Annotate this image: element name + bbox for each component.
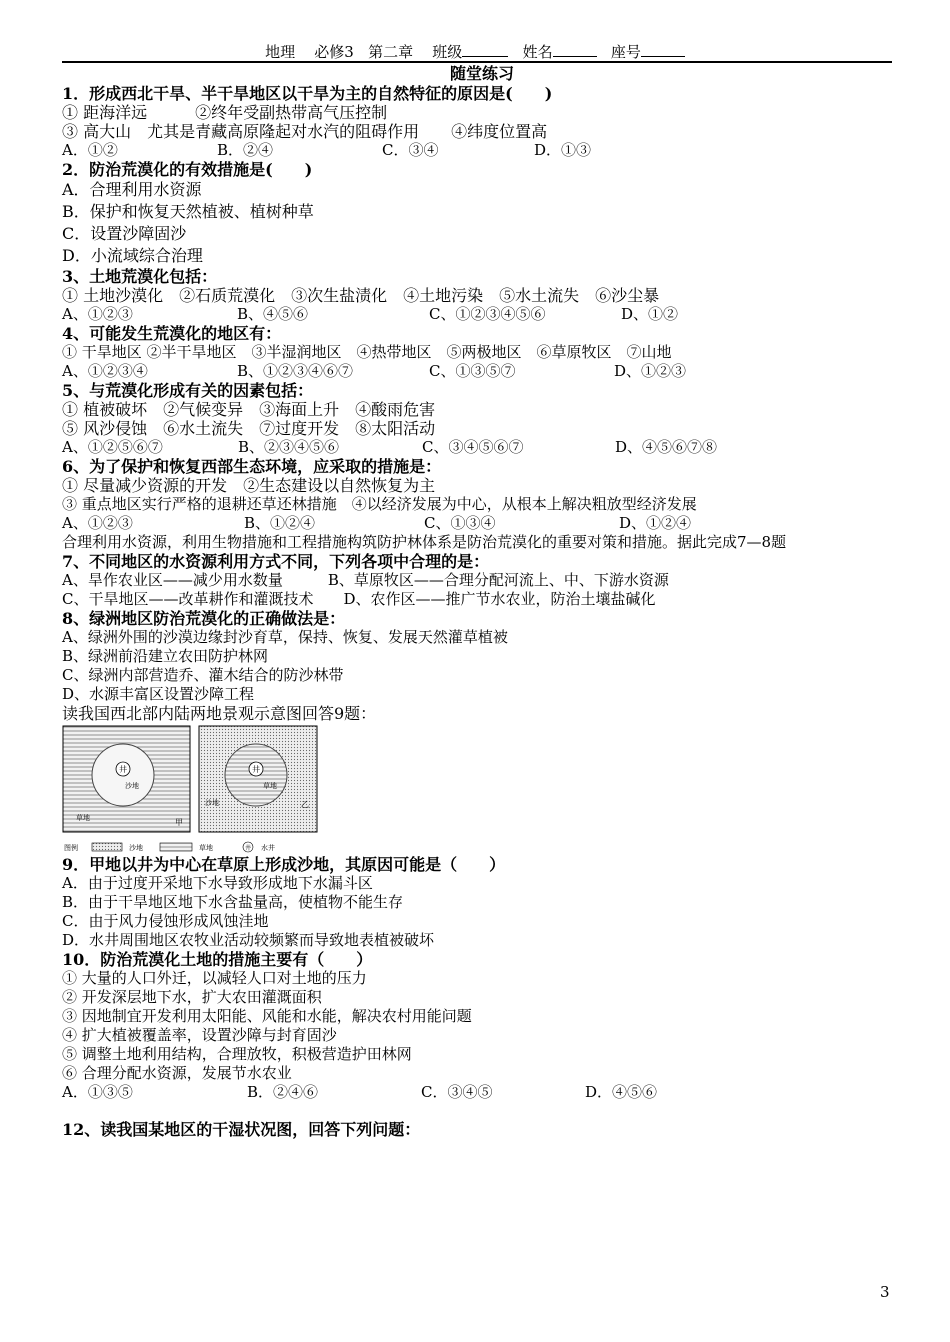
option-c: C．由于风力侵蚀形成风蚀洼地 [62,912,269,930]
option-d: D、④⑤⑥⑦⑧ [615,438,718,456]
option-c: C、③④⑤⑥⑦ [422,438,524,456]
question-1-line: ③ 高大山 尤其是青藏高原隆起对水汽的阻碍作用 ④纬度位置高 [62,122,548,141]
intro-7-8: 合理利用水资源，利用生物措施和工程措施构筑防护林体系是防治荒漠化的重要对策和措施。据此完成7—8题 [62,533,787,551]
question-7-stem: 7、不同地区的水资源利用方式不同，下列各项中合理的是： [62,552,490,571]
question-5-line: ① 植被破坏 ②气候变异 ③海面上升 ④酸雨危害 [62,400,436,419]
legend-well: 水井 [261,844,275,852]
question-10-stem: 10．防治荒漠化土地的措施主要有（ ） [62,950,373,969]
question-7-line: A、旱作农业区——减少用水数量 B、草原牧区——合理分配河流上、中、下游水资源 [62,571,669,589]
option-b: B、①②④ [244,514,316,532]
option-a: A、①②⑤⑥⑦ [62,438,163,456]
page-header [0,42,950,61]
option-d: D．水井周围地区农牧业活动较频繁而导致地表植被破坏 [62,931,435,949]
seat-label: 座号 [610,43,641,61]
option-b: B．由于干旱地区地下水含盐量高，使植物不能生存 [62,893,404,911]
option-d: D．小流域综合治理 [62,246,203,265]
grass-label: 草地 [263,782,277,790]
sand-label: 沙地 [205,799,219,807]
option-b: B、②③④⑤⑥ [238,438,340,456]
well-label: 井 [119,765,127,774]
question-4-stem: 4、可能发生荒漠化的地区有： [62,324,282,343]
option-a: A．①② [62,141,118,159]
question-5-stem: 5、与荒漠化形成有关的因素包括： [62,381,314,400]
option-d: D、①②④ [619,514,692,532]
question-9-stem: 9．甲地以井为中心在草原上形成沙地，其原因可能是（ ） [62,855,506,874]
option-a: A、①②③ [62,305,133,323]
question-6-line: ③ 重点地区实行严格的退耕还草还林措施 ④以经济发展为中心，从根本上解决粗放型经济发展 [62,495,697,513]
sand-label: 沙地 [125,782,139,790]
option-c: C、绿洲内部营造乔、灌木结合的防沙林带 [62,666,344,684]
page-number: 3 [880,1283,890,1301]
option-d: D、①②③ [614,362,687,380]
question-12-stem: 12、读我国某地区的干湿状况图，回答下列问题： [62,1120,421,1139]
option-b: B、④⑤⑥ [237,305,309,323]
class-blank[interactable] [462,42,508,57]
class-label: 班级 [432,43,463,61]
option-c: C、①③⑤⑦ [429,362,516,380]
landscape-diagram [62,725,332,855]
option-d: D、水源丰富区设置沙障工程 [62,685,255,703]
name-label: 姓名 [522,43,553,61]
grass-label: 草地 [76,814,90,822]
option-c: C．设置沙障固沙 [62,224,187,243]
legend-grass: 草地 [199,844,213,852]
legend-sand: 沙地 [129,844,143,852]
page-title: 随堂练习 [449,64,514,83]
option-a: A．①③⑤ [62,1083,133,1101]
question-3-stem: 3、土地荒漠化包括： [62,267,218,286]
question-1-line: ① 距海洋远 ②终年受副热带高气压控制 [62,103,388,122]
option-b: B、①②③④⑥⑦ [237,362,354,380]
chapter: 第二章 [368,43,414,61]
option-b: B、绿洲前沿建立农田防护林网 [62,647,269,665]
question-8-stem: 8、绿洲地区防治荒漠化的正确做法是： [62,609,346,628]
name-blank[interactable] [553,42,597,57]
question-5-options [62,438,902,457]
option-a: A、①②③④ [62,362,148,380]
question-2-stem: 2．防治荒漠化的有效措施是( ) [62,160,313,179]
panel-yi [199,726,317,832]
subject: 地理 [265,43,296,61]
well-label: 井 [252,765,260,774]
option-b: B．②④ [217,141,274,159]
option-b: B．②④⑥ [247,1083,319,1101]
panel-jia [63,726,190,832]
legend-well-glyph: 井 [244,845,252,852]
landscape-figure [62,725,902,855]
question-5-line: ⑤ 风沙侵蚀 ⑥水土流失 ⑦过度开发 ⑧太阳活动 [62,419,436,438]
question-10-item: ④ 扩大植被覆盖率，设置沙障与封育固沙 [62,1026,337,1044]
question-3-options [62,305,902,324]
exercise-content [62,64,902,1139]
option-d: D．④⑤⑥ [585,1083,658,1101]
question-6-stem: 6、为了保护和恢复西部生态环境，应采取的措施是： [62,457,442,476]
option-b: B．保护和恢复天然植被、植树种草 [62,202,314,221]
panel-label-yi: 乙 [301,800,309,809]
question-4-options [62,362,902,381]
question-1-stem: 1．形成西北干旱、半干旱地区以干旱为主的自然特征的原因是( ) [62,84,553,103]
intro-9: 读我国西北部内陆两地景观示意图回答9题： [62,704,377,723]
question-6-options [62,514,902,533]
question-10-item: ⑤ 调整土地利用结构，合理放牧，积极营造护田林网 [62,1045,412,1063]
question-10-options [62,1083,902,1102]
option-a: A．由于过度开采地下水导致形成地下水漏斗区 [62,874,373,892]
legend-title: 图例 [64,844,78,852]
question-10-item: ⑥ 合理分配水资源，发展节水农业 [62,1064,292,1082]
question-6-line: ① 尽量减少资源的开发 ②生态建设以自然恢复为主 [62,476,436,495]
question-1-options [62,141,902,160]
question-10-item: ③ 因地制宜开发利用太阳能、风能和水能，解决农村用能问题 [62,1007,472,1025]
question-10-item: ② 开发深层地下水，扩大农田灌溉面积 [62,988,322,1006]
question-7-line: C、干旱地区——改革耕作和灌溉技术 D、农作区——推广节水农业，防治土壤盐碱化 [62,590,656,608]
option-c: C．③④ [382,141,439,159]
legend [64,842,275,852]
header-rule [62,61,892,63]
option-c: C、①③④ [424,514,496,532]
option-a: A、①②③ [62,514,133,532]
seat-blank[interactable] [641,42,685,57]
question-3-line: ① 土地沙漠化 ②石质荒漠化 ③次生盐渍化 ④土地污染 ⑤水土流失 ⑥沙尘暴 [62,286,660,305]
question-4-line: ① 干旱地区 ②半干旱地区 ③半湿润地区 ④热带地区 ⑤两极地区 ⑥草原牧区 ⑦山地 [62,343,672,361]
option-d: D、①② [621,305,679,323]
legend-grass-swatch [160,843,192,851]
legend-sand-swatch [92,843,122,851]
option-d: D．①③ [534,141,592,159]
option-c: C、①②③④⑤⑥ [429,305,546,323]
option-a: A．合理利用水资源 [62,180,202,199]
option-a: A、绿洲外围的沙漠边缘封沙育草，保持、恢复、发展天然灌草植被 [62,628,508,646]
question-10-item: ① 大量的人口外迁，以减轻人口对土地的压力 [62,969,367,987]
book: 必修3 [314,43,354,61]
option-c: C．③④⑤ [421,1083,493,1101]
panel-label-jia: 甲 [175,818,183,827]
